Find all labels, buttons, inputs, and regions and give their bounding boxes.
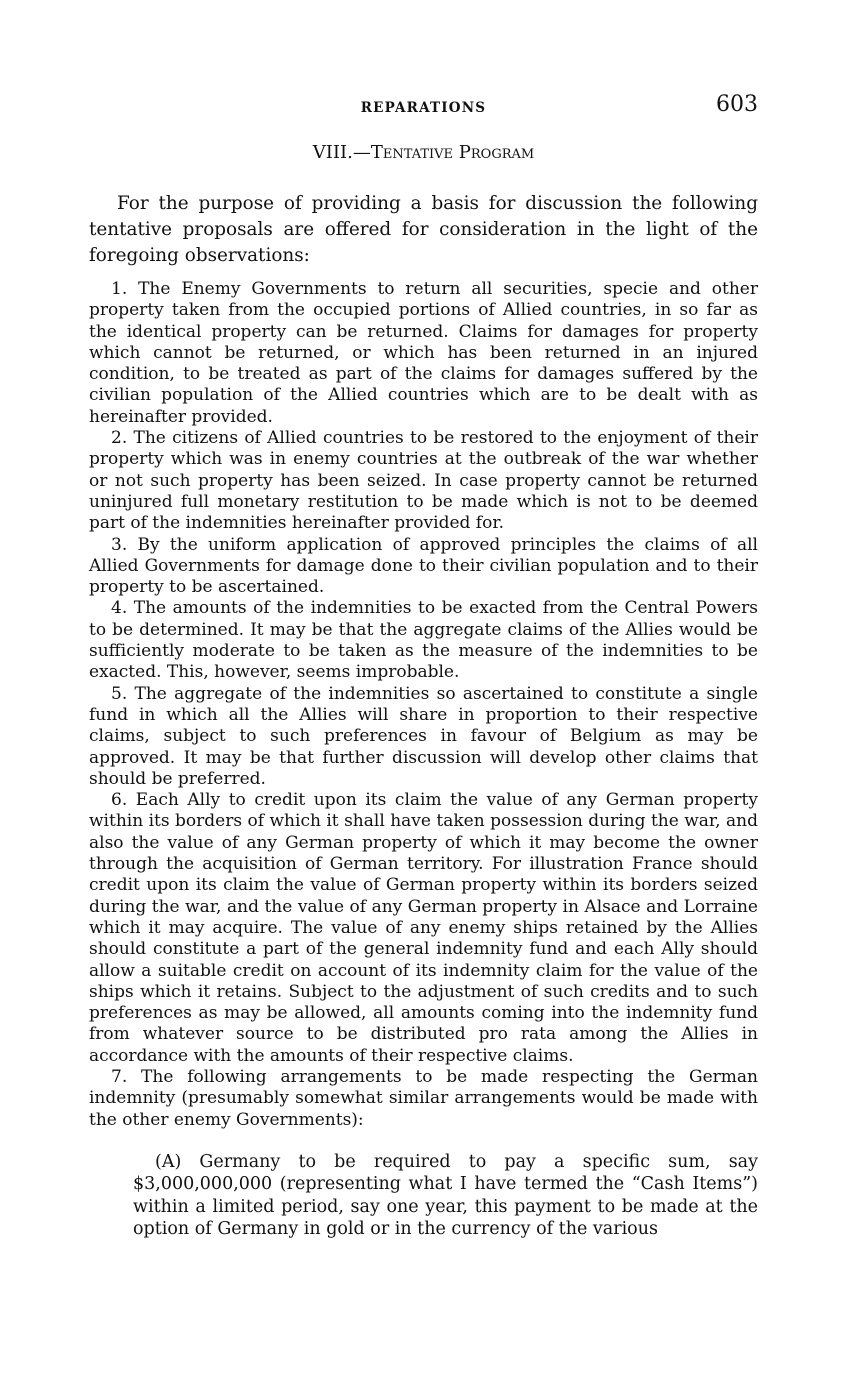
proposal-item-4: 4. The amounts of the indemnities to be exacted from the Central Powers to be determined. It may be that the aggregate claims of the Allies would be sufficiently moderate to be taken as the measure of the indemnities to be exacted. This, however, seems improbable.: [89, 598, 758, 683]
proposal-item-7: 7. The following arrangements to be made respecting the German indemnity (presumably somewhat similar arrangements would be made with the other enemy Governments):: [89, 1066, 758, 1130]
proposal-item-5: 5. The aggregate of the indemnities so ascertained to constitute a single fund in which all the Allies will share in proportion to their respective claims, subject to such preferences in favour of Belgium as may be approved. It may be that further discussion will develop other claims that should be preferred.: [89, 683, 758, 789]
proposal-item-3: 3. By the uniform application of approved principles the claims of all Allied Governments for damage done to their civilian population and to their property to be ascertained.: [89, 534, 758, 598]
section-numeral: VIII.—: [312, 142, 371, 163]
page-number: 603: [716, 92, 758, 117]
section-title: [89, 142, 758, 163]
proposal-subitem-a: (A) Germany to be required to pay a specific sum, say $3,000,000,000 (representing what I have termed the “Cash Items”) within a limited period, say one year, this payment to be made at the option of Germany in gold or in the currency of the various: [133, 1151, 758, 1240]
proposal-item-2: 2. The citizens of Allied countries to be restored to the enjoyment of their property which was in enemy countries at the outbreak of the war whether or not such property has been seized. In case property cannot be returned uninjured full monetary restitution to be made which is not to be deemed part of the indemnities hereinafter provided for.: [89, 428, 758, 534]
book-page: [89, 92, 758, 1241]
running-title: REPARATIONS: [360, 100, 487, 116]
intro-paragraph: For the purpose of providing a basis for discussion the following tentative proposals are offered for consideration in the light of the foregoing observations:: [89, 193, 758, 266]
proposal-item-6: 6. Each Ally to credit upon its claim the value of any German property within its borders of which it shall have taken possession during the war, and also the value of any German property of which it may become the owner through the acquisition of German territory. For illustration France should credit upon its claim the value of German property within its borders seized during the war, and the value of any German property in Alsace and Lorraine which it may acquire. The value of any enemy ships retained by the Allies should constitute a part of the general indemnity fund and each Ally should allow a suitable credit on account of its indemnity claim for the value of the ships which it retains. Subject to the adjustment of such credits and to such preferences as may be allowed, all amounts coming into the indemnity fund from whatever source to be distributed pro rata among the Allies in accordance with the amounts of their respective claims.: [89, 790, 758, 1066]
section-heading: Tentative Program: [370, 142, 535, 163]
running-header: [89, 92, 758, 126]
proposal-item-1: 1. The Enemy Governments to return all securities, specie and other property taken from the occupied portions of Allied countries, in so far as the identical property can be returned. Claims for damages for property which cannot be returned, or which has been returned in an injured condition, to be treated as part of the claims for damages suffered by the civilian population of the Allied countries which are to be dealt with as hereinafter provided.: [89, 279, 758, 427]
